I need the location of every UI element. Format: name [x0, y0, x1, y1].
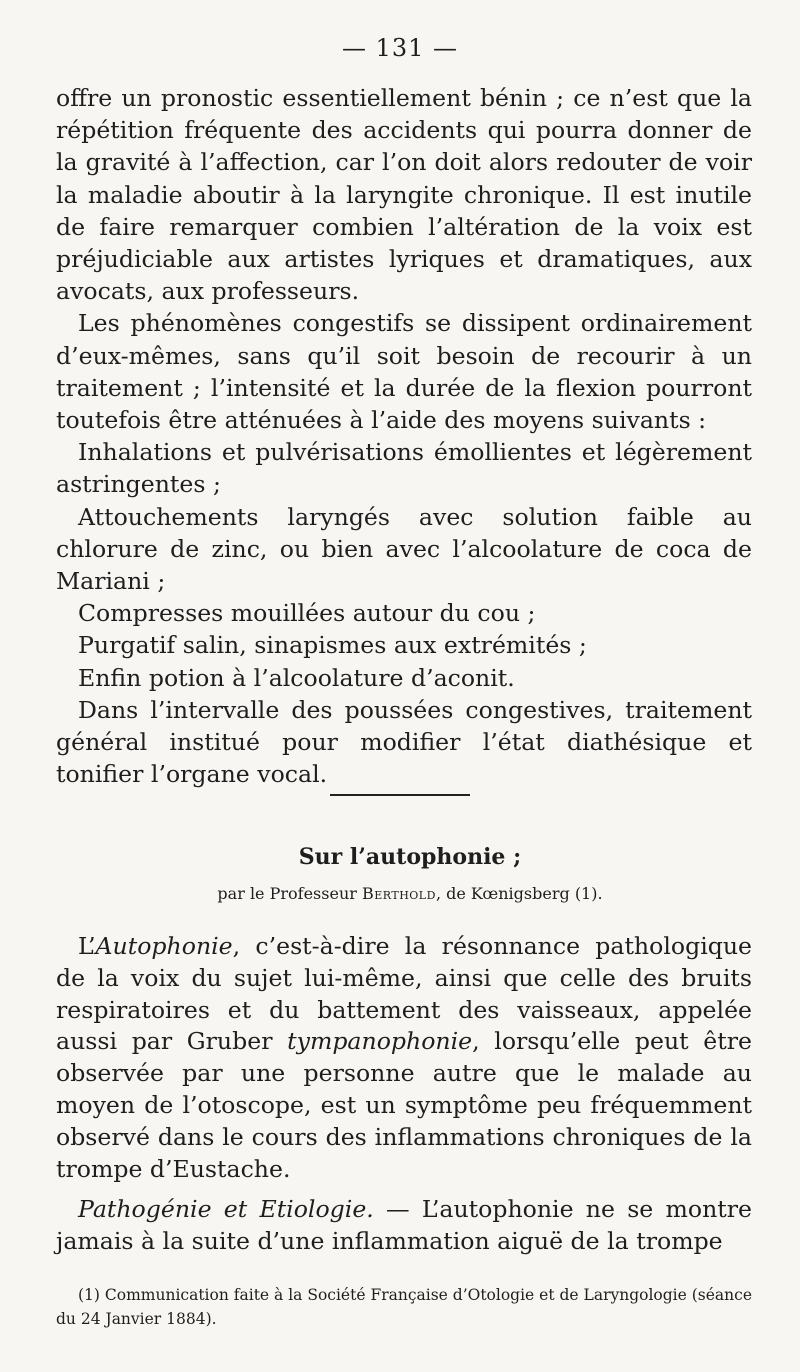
page-number: — 131 —: [341, 34, 459, 62]
pathogenie-heading: Pathogénie et Etiologie.: [78, 1195, 374, 1223]
treatment-compresses: Compresses mouillées autour du cou ;: [78, 599, 536, 628]
definition-part2: , lorsqu’elle peut être observée par une personne autre que le malade au moyen de l’otoscope, est un symptôme peu fréquemment observé dans le cours des inflammations chroniques de la trompe d’Eustache.: [56, 1027, 752, 1183]
byline-suffix: , de Kœnigsberg (1).: [435, 884, 603, 903]
autophonie-text-block: [56, 931, 752, 1185]
main-text-block: [56, 82, 752, 790]
paragraph-autophonie-definition: [56, 931, 752, 1185]
paragraph-general-treatment: Dans l’intervalle des poussées congestives, traitement général institué pour modifier l’état diathésique et tonifier l’organe vocal.: [56, 695, 752, 789]
definition-tympanophonie: tympanophonie: [287, 1027, 473, 1056]
footnote: (1) Communication faite à la Société Française d’Otologie et de Laryngologie (séance du 24 Janvier 1884).: [56, 1286, 752, 1328]
treatment-purgatif: Purgatif salin, sinapismes aux extrémités ;: [78, 631, 587, 660]
definition-lead: L’: [78, 932, 96, 960]
treatment-inhalations: Inhalations et pulvérisations émollientes et légèrement astringentes ;: [56, 438, 752, 499]
pathogenie-text-block: [56, 1194, 752, 1258]
treatment-attouchements: Attouchements laryngés avec solution faible au chlorure de zinc, ou bien avec l’alcoolature de coca de Mariani ;: [56, 502, 752, 596]
pathogenie-text: — L’autophonie ne se montre jamais à la suite d’une inflammation aiguë de la trompe: [56, 1195, 753, 1255]
treatment-potion: Enfin potion à l’alcoolature d’aconit.: [78, 663, 515, 692]
author-byline: [0, 884, 800, 903]
section-divider: [330, 794, 470, 796]
byline-prefix: par le Professeur: [217, 884, 362, 903]
paragraph-pathogenie: [56, 1194, 752, 1258]
paragraph-prognosis: offre un pronostic essentiellement bénin ; ce n’est que la répétition fréquente des accidents qui pourra donner de la gravité à l’affection, car l’on doit alors redouter de voir la maladie aboutir à la laryngite chronique. Il est inutile de faire remarquer combien l’altération de la voix est préjudiciable aux artistes lyriques et dramatiques, aux avocats, aux professeurs.: [56, 84, 752, 306]
paragraph-congestive-phenomena: Les phénomènes congestifs se dissipent ordinairement d’eux-mêmes, sans qu’il soit besoin de recourir à un traitement ; l’intensité et la durée de la flexion pourront toutefois être atténuées à l’aide des moyens suivants :: [56, 309, 752, 435]
definition-part1: , c’est-à-dire la résonnance pathologique de la voix du sujet lui-même, ainsi que celle des bruits respiratoires et du battement des vaisseaux, appelée aussi par Gruber: [56, 932, 752, 1056]
section-title: Sur l’autophonie ;: [298, 844, 522, 870]
byline-author: Berthold: [361, 884, 436, 903]
definition-term: Autophonie: [95, 932, 233, 960]
